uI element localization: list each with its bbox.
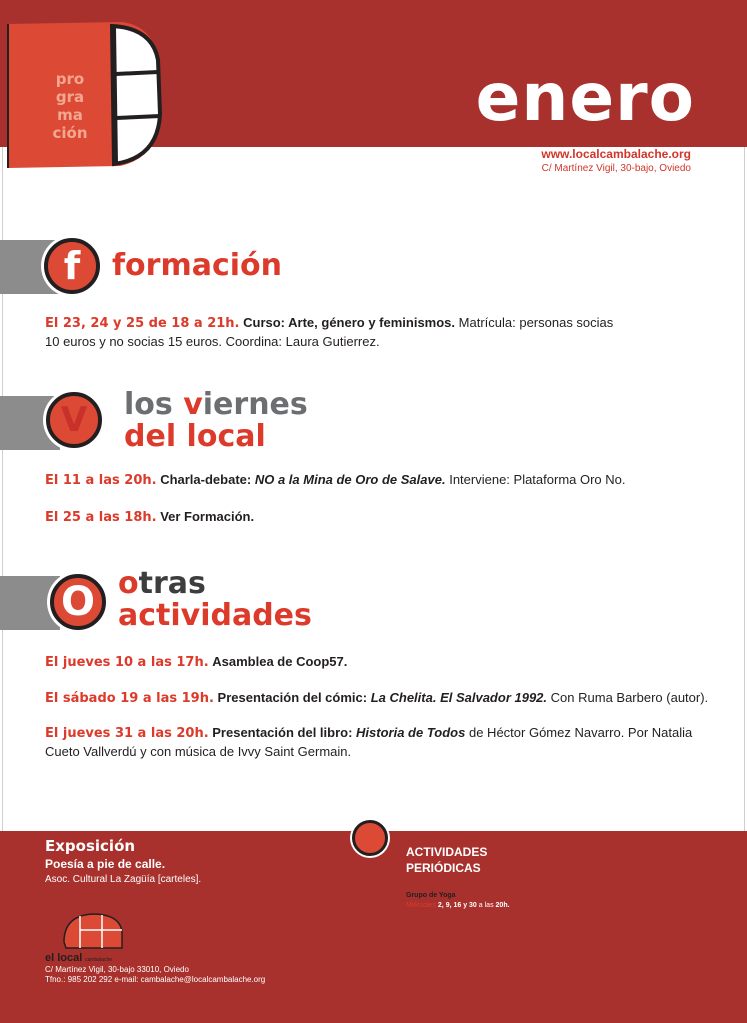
entry-when: El jueves 31 a las 20h. — [45, 726, 209, 741]
footer-address-block — [45, 965, 265, 985]
footer-brand-name: el local — [45, 952, 83, 964]
yoga-connector: a las — [478, 902, 494, 909]
otras-icon — [50, 574, 106, 630]
otras-entry — [45, 689, 745, 708]
formacion-entry — [45, 314, 745, 351]
programacion-logo — [2, 18, 162, 170]
entry-details: Interviene: Plataforma Oro No. — [449, 472, 626, 487]
month-title: enero — [475, 59, 695, 136]
logo-line: ción — [52, 124, 88, 142]
exposicion-org: Asoc. Cultural La Zagüía [carteles]. — [45, 874, 202, 885]
exposicion-title: Exposición — [45, 837, 136, 855]
entry-when: El 23, 24 y 25 de 18 a 21h. — [45, 316, 240, 331]
otras-title-part: tras — [138, 566, 206, 601]
formacion-title: formación — [112, 248, 282, 283]
website-link[interactable]: www.localcambalache.org — [541, 147, 691, 161]
entry-details: de Héctor Gómez Navarro. Por Natalia — [468, 725, 693, 740]
entry-when: El jueves 10 a las 17h. — [45, 655, 209, 670]
otras-title-line2: actividades — [118, 598, 312, 633]
otras-entry — [45, 724, 745, 761]
footer-address: C/ Martínez Vigil, 30-bajo 33010, Oviedo — [45, 965, 189, 974]
entry-details: Con Ruma Barbero (autor). — [550, 690, 709, 705]
footer-brand-small: cambalache — [85, 957, 113, 963]
entry-details: Matrícula: personas socias — [458, 315, 614, 330]
viernes-title — [124, 389, 308, 453]
programacion-logo-text — [42, 70, 98, 142]
periodicas-title: ACTIVIDADES PERIÓDICAS — [406, 845, 488, 875]
entry-what: Curso: Arte, género y feminismos. — [243, 315, 456, 330]
viernes-title-line2: del local — [124, 419, 266, 454]
viernes-entry — [45, 471, 745, 490]
entry-what: Presentación del cómic: — [217, 690, 368, 705]
entry-when: El 25 a las 18h. — [45, 510, 157, 525]
entry-title: Historia de Todos — [356, 725, 466, 740]
exposicion-subtitle: Poesía a pie de calle. — [45, 857, 166, 871]
entry-what: Charla-debate: — [160, 472, 252, 487]
viernes-icon-letter: V — [60, 400, 88, 440]
yoga-schedule — [406, 902, 510, 909]
entry-details-2: 10 euros y no socias 15 euros. Coordina: Laura Gutierrez. — [45, 334, 380, 349]
footer-brand — [45, 952, 112, 964]
yoga-weekday: Miércoles — [406, 902, 436, 909]
viernes-title-highlight: v — [183, 387, 203, 422]
el-local-logo-icon — [58, 910, 128, 952]
entry-when: El sábado 19 a las 19h. — [45, 691, 214, 706]
entry-details-2: Cueto Vallverdú y con música de Ivvy Saint Germain. — [45, 744, 352, 759]
yoga-time: 20h. — [495, 902, 510, 909]
periodicas-circle-icon — [352, 820, 388, 856]
otras-entry — [45, 653, 745, 672]
logo-line: gra — [55, 88, 85, 106]
yoga-dates: 2, 9, 16 y 30 — [437, 902, 477, 909]
viernes-entry — [45, 508, 745, 527]
logo-line: pro — [55, 70, 85, 88]
header-address: C/ Martínez Vigil, 30-bajo, Oviedo — [541, 163, 691, 174]
formacion-icon — [44, 238, 100, 294]
otras-title — [118, 568, 312, 632]
viernes-title-part: iernes — [202, 387, 308, 422]
entry-what: Presentación del libro: — [212, 725, 353, 740]
otras-title-highlight: o — [118, 566, 139, 601]
otras-icon-letter: O — [60, 579, 95, 625]
viernes-title-part: los — [124, 387, 184, 422]
entry-when: El 11 a las 20h. — [45, 473, 157, 488]
viernes-icon — [46, 392, 102, 448]
formacion-icon-letter: f — [63, 244, 81, 288]
entry-title: La Chelita. El Salvador 1992. — [370, 690, 548, 705]
logo-line: ma — [57, 106, 83, 124]
entry-what: Asamblea de Coop57. — [212, 654, 348, 669]
footer-contact: Tfno.: 985 202 292 e-mail: cambalache@localcambalache.org — [45, 975, 266, 984]
yoga-title: Grupo de Yoga — [406, 892, 456, 899]
entry-title: NO a la Mina de Oro de Salave. — [254, 472, 446, 487]
entry-what: Ver Formación. — [160, 509, 255, 524]
